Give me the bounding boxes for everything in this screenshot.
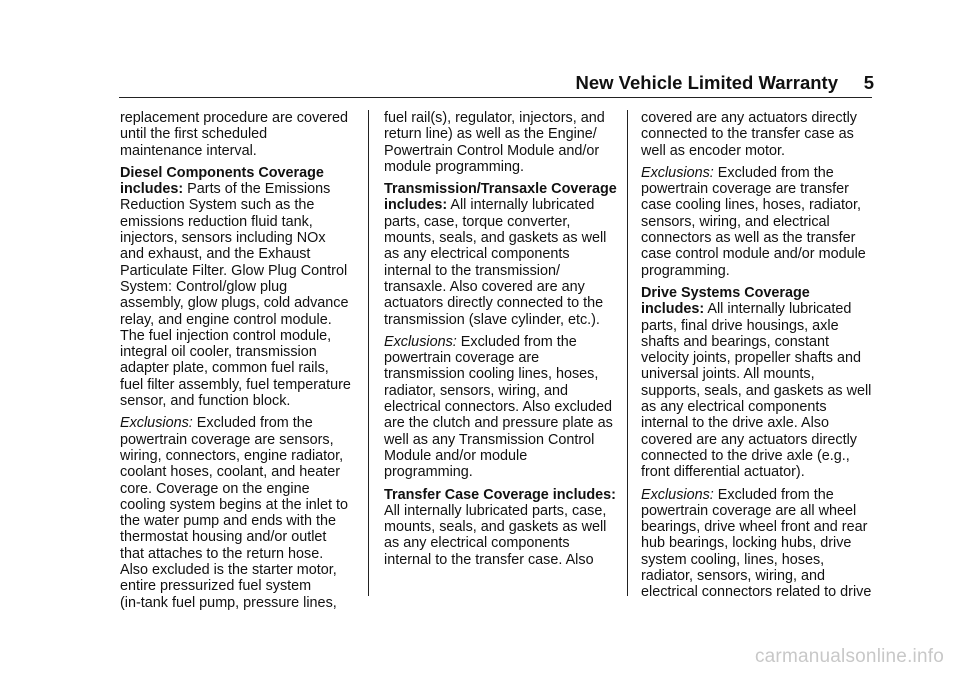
text-line <box>641 568 881 584</box>
text-segment: are the clutch and pressure plate as <box>384 415 613 432</box>
text-line <box>641 519 881 535</box>
text-line <box>384 415 624 431</box>
text-segment: integral oil cooler, transmission <box>120 344 317 361</box>
text-line <box>120 562 360 578</box>
text-line <box>641 552 881 568</box>
text-line <box>641 415 881 431</box>
bold-heading: Diesel Components Coverage <box>120 164 324 181</box>
text-line <box>120 110 360 126</box>
column-divider <box>627 110 628 596</box>
text-segment: and exhaust, and the Exhaust <box>120 246 311 263</box>
text-segment: as any electrical components <box>384 246 570 263</box>
text-line <box>384 181 624 197</box>
paragraph <box>120 415 360 611</box>
text-line <box>641 432 881 448</box>
text-line <box>641 464 881 480</box>
paragraph <box>120 165 360 409</box>
text-line <box>641 383 881 399</box>
text-segment: core. Coverage on the engine <box>120 480 310 497</box>
text-column-2 <box>384 110 624 574</box>
text-line <box>120 230 360 246</box>
text-segment: Excluded from the <box>713 164 834 181</box>
text-line <box>384 230 624 246</box>
text-segment: All internally lubricated <box>704 301 852 318</box>
text-line <box>120 279 360 295</box>
text-line <box>641 263 881 279</box>
text-segment: powertrain coverage are transfer <box>641 181 849 198</box>
text-line <box>120 393 360 409</box>
text-segment: that attaches to the return hose. <box>120 545 324 562</box>
text-line <box>384 350 624 366</box>
text-segment: wiring, connectors, engine radiator, <box>120 447 344 464</box>
paragraph <box>641 165 881 279</box>
text-line <box>641 126 881 142</box>
text-segment: powertrain coverage are all wheel <box>641 502 857 519</box>
text-segment: programming. <box>641 262 730 279</box>
text-line <box>641 535 881 551</box>
text-segment: well as encoder motor. <box>641 142 785 159</box>
text-segment: internal to the transfer case. Also <box>384 551 594 568</box>
text-line <box>384 399 624 415</box>
text-line <box>641 230 881 246</box>
text-line <box>120 328 360 344</box>
italic-label: Exclusions: <box>641 486 714 503</box>
text-line <box>384 366 624 382</box>
text-segment: hub bearings, locking hubs, drive <box>641 535 852 552</box>
text-line <box>120 578 360 594</box>
text-line <box>384 312 624 328</box>
text-line <box>120 181 360 197</box>
text-segment: Parts of the Emissions <box>183 181 331 198</box>
text-line <box>120 497 360 513</box>
bold-heading: includes: <box>641 301 705 318</box>
text-line <box>384 279 624 295</box>
text-segment: replacement procedure are covered <box>120 110 348 126</box>
text-segment: Excluded from the <box>456 333 577 350</box>
text-line <box>641 448 881 464</box>
text-line <box>384 246 624 262</box>
text-line <box>641 334 881 350</box>
text-segment: parts, case, torque converter, <box>384 213 571 230</box>
text-segment: supports, seals, and gaskets as well <box>641 382 872 399</box>
text-segment: system cooling, lines, hoses, <box>641 551 825 568</box>
text-segment: mounts, seals, and gaskets as well <box>384 519 607 536</box>
paragraph <box>384 334 624 481</box>
text-line <box>384 487 624 503</box>
text-segment: well as any Transmission Control <box>384 431 595 448</box>
text-segment: internal to the transmission/ <box>384 262 560 279</box>
text-line <box>120 126 360 142</box>
text-line <box>641 318 881 334</box>
text-line <box>641 301 881 317</box>
text-segment: until the first scheduled <box>120 126 268 143</box>
text-line <box>120 377 360 393</box>
text-segment: maintenance interval. <box>120 142 257 159</box>
bold-heading: Drive Systems Coverage <box>641 284 810 301</box>
text-column-3 <box>641 110 881 607</box>
text-line <box>641 246 881 262</box>
text-segment: electrical connectors. Also excluded <box>384 399 612 416</box>
text-line <box>384 295 624 311</box>
text-column-1 <box>120 110 360 617</box>
text-line <box>641 110 881 126</box>
text-line <box>384 552 624 568</box>
text-segment: powertrain coverage are <box>384 350 540 367</box>
text-segment: case cooling lines, hoses, radiator, <box>641 197 861 214</box>
text-line <box>120 481 360 497</box>
text-line <box>120 595 360 611</box>
bold-heading: Transmission/Transaxle Coverage <box>384 181 617 198</box>
text-segment: System: Control/glow plug <box>120 278 288 295</box>
text-line <box>641 366 881 382</box>
text-segment: injectors, sensors including NOx <box>120 230 326 247</box>
text-segment: universal joints. All mounts, <box>641 366 815 383</box>
text-segment: as any electrical components <box>384 535 570 552</box>
text-line <box>641 399 881 415</box>
text-segment: entire pressurized fuel system <box>120 578 312 595</box>
text-segment: bearings, drive wheel front and rear <box>641 519 868 536</box>
text-line <box>384 519 624 535</box>
italic-label: Exclusions: <box>120 415 193 432</box>
text-line <box>641 165 881 181</box>
text-segment: assembly, glow plugs, cold advance <box>120 295 349 312</box>
text-line <box>384 110 624 126</box>
text-segment: Reduction System such as the <box>120 197 315 214</box>
text-line <box>641 181 881 197</box>
text-line <box>120 415 360 431</box>
text-line <box>641 487 881 503</box>
text-line <box>384 214 624 230</box>
text-segment: Excluded from the <box>713 486 834 503</box>
text-line <box>641 143 881 159</box>
text-segment: powertrain coverage are sensors, <box>120 431 334 448</box>
text-segment: Powertrain Control Module and/or <box>384 142 600 159</box>
text-line <box>384 464 624 480</box>
text-segment: connected to the drive axle (e.g., <box>641 447 850 464</box>
text-segment: Particulate Filter. Glow Plug Control <box>120 262 348 279</box>
text-line <box>641 285 881 301</box>
text-segment: All internally lubricated <box>447 197 595 214</box>
text-segment: internal to the drive axle. Also <box>641 415 829 432</box>
text-segment: mounts, seals, and gaskets as well <box>384 230 607 247</box>
text-line <box>641 584 881 600</box>
text-segment: covered are any actuators directly <box>641 431 857 448</box>
text-line <box>384 503 624 519</box>
text-segment: fuel filter assembly, fuel temperature <box>120 376 351 393</box>
text-line <box>641 214 881 230</box>
text-segment: (in-tank fuel pump, pressure lines, <box>120 594 337 611</box>
text-segment: radiator, sensors, wiring, and <box>641 568 825 585</box>
text-line <box>384 334 624 350</box>
text-segment: as any electrical components <box>641 399 827 416</box>
text-segment: coolant hoses, coolant, and heater <box>120 464 341 481</box>
text-segment: radiator, sensors, wiring, and <box>384 382 568 399</box>
text-segment: connected to the transfer case as <box>641 126 854 143</box>
text-line <box>120 546 360 562</box>
text-line <box>120 214 360 230</box>
text-segment: cooling system begins at the inlet to <box>120 496 348 513</box>
text-segment: transmission (slave cylinder, etc.). <box>384 311 600 328</box>
bold-heading: includes: <box>120 181 184 198</box>
text-segment: shafts and bearings, constant <box>641 333 829 350</box>
italic-label: Exclusions: <box>641 164 714 181</box>
column-divider <box>368 110 369 596</box>
text-segment: front differential actuator). <box>641 464 805 481</box>
italic-label: Exclusions: <box>384 333 457 350</box>
text-line <box>384 383 624 399</box>
bold-heading: Transfer Case Coverage includes: <box>384 486 616 503</box>
text-line <box>120 432 360 448</box>
text-line <box>120 344 360 360</box>
text-segment: electrical connectors related to drive <box>641 584 872 601</box>
text-segment: thermostat housing and/or outlet <box>120 529 327 546</box>
text-line <box>384 197 624 213</box>
text-line <box>384 535 624 551</box>
text-line <box>120 197 360 213</box>
text-segment: case control module and/or module <box>641 246 866 263</box>
text-segment: return line) as well as the Engine/ <box>384 126 597 143</box>
text-segment: covered are any actuators directly <box>641 110 857 126</box>
text-segment: adapter plate, common fuel rails, <box>120 360 329 377</box>
paragraph <box>120 110 360 159</box>
text-segment: Excluded from the <box>192 415 313 432</box>
text-line <box>384 448 624 464</box>
text-segment: relay, and engine control module. <box>120 311 332 328</box>
text-segment: fuel rail(s), regulator, injectors, and <box>384 110 605 126</box>
page-number: 5 <box>863 72 874 93</box>
header-rule <box>119 97 872 98</box>
text-line <box>384 159 624 175</box>
text-segment: emissions reduction fluid tank, <box>120 213 313 230</box>
paragraph <box>641 285 881 481</box>
text-line <box>384 263 624 279</box>
text-line <box>641 350 881 366</box>
text-line <box>384 432 624 448</box>
text-segment: Also excluded is the starter motor, <box>120 562 337 579</box>
text-line <box>641 197 881 213</box>
text-line <box>120 312 360 328</box>
text-line <box>384 126 624 142</box>
text-line <box>120 165 360 181</box>
paragraph <box>384 181 624 328</box>
text-segment: sensors, wiring, and electrical <box>641 213 830 230</box>
text-segment: Module and/or module <box>384 447 528 464</box>
text-line <box>120 263 360 279</box>
text-line <box>120 295 360 311</box>
text-line <box>120 513 360 529</box>
text-line <box>120 143 360 159</box>
bold-heading: includes: <box>384 197 448 214</box>
text-segment: All internally lubricated parts, case, <box>384 502 607 519</box>
text-segment: connectors as well as the transfer <box>641 230 856 247</box>
text-line <box>120 448 360 464</box>
text-segment: the water pump and ends with the <box>120 513 336 530</box>
text-segment: sensor, and function block. <box>120 393 291 410</box>
paragraph <box>641 487 881 601</box>
text-line <box>120 464 360 480</box>
page-title: New Vehicle Limited Warranty <box>575 72 838 93</box>
paragraph <box>384 110 624 175</box>
text-segment: actuators directly connected to the <box>384 295 604 312</box>
text-segment: module programming. <box>384 158 524 175</box>
text-segment: velocity joints, propeller shafts and <box>641 350 861 367</box>
text-segment: transmission cooling lines, hoses, <box>384 366 599 383</box>
text-line <box>120 529 360 545</box>
paragraph <box>384 487 624 568</box>
text-segment: The fuel injection control module, <box>120 327 332 344</box>
text-line <box>120 246 360 262</box>
paragraph <box>641 110 881 159</box>
text-segment: parts, final drive housings, axle <box>641 317 839 334</box>
text-segment: programming. <box>384 464 473 481</box>
text-segment: transaxle. Also covered are any <box>384 278 585 295</box>
text-line <box>641 503 881 519</box>
text-line <box>120 360 360 376</box>
text-line <box>384 143 624 159</box>
watermark: carmanualsonline.info <box>754 646 944 667</box>
